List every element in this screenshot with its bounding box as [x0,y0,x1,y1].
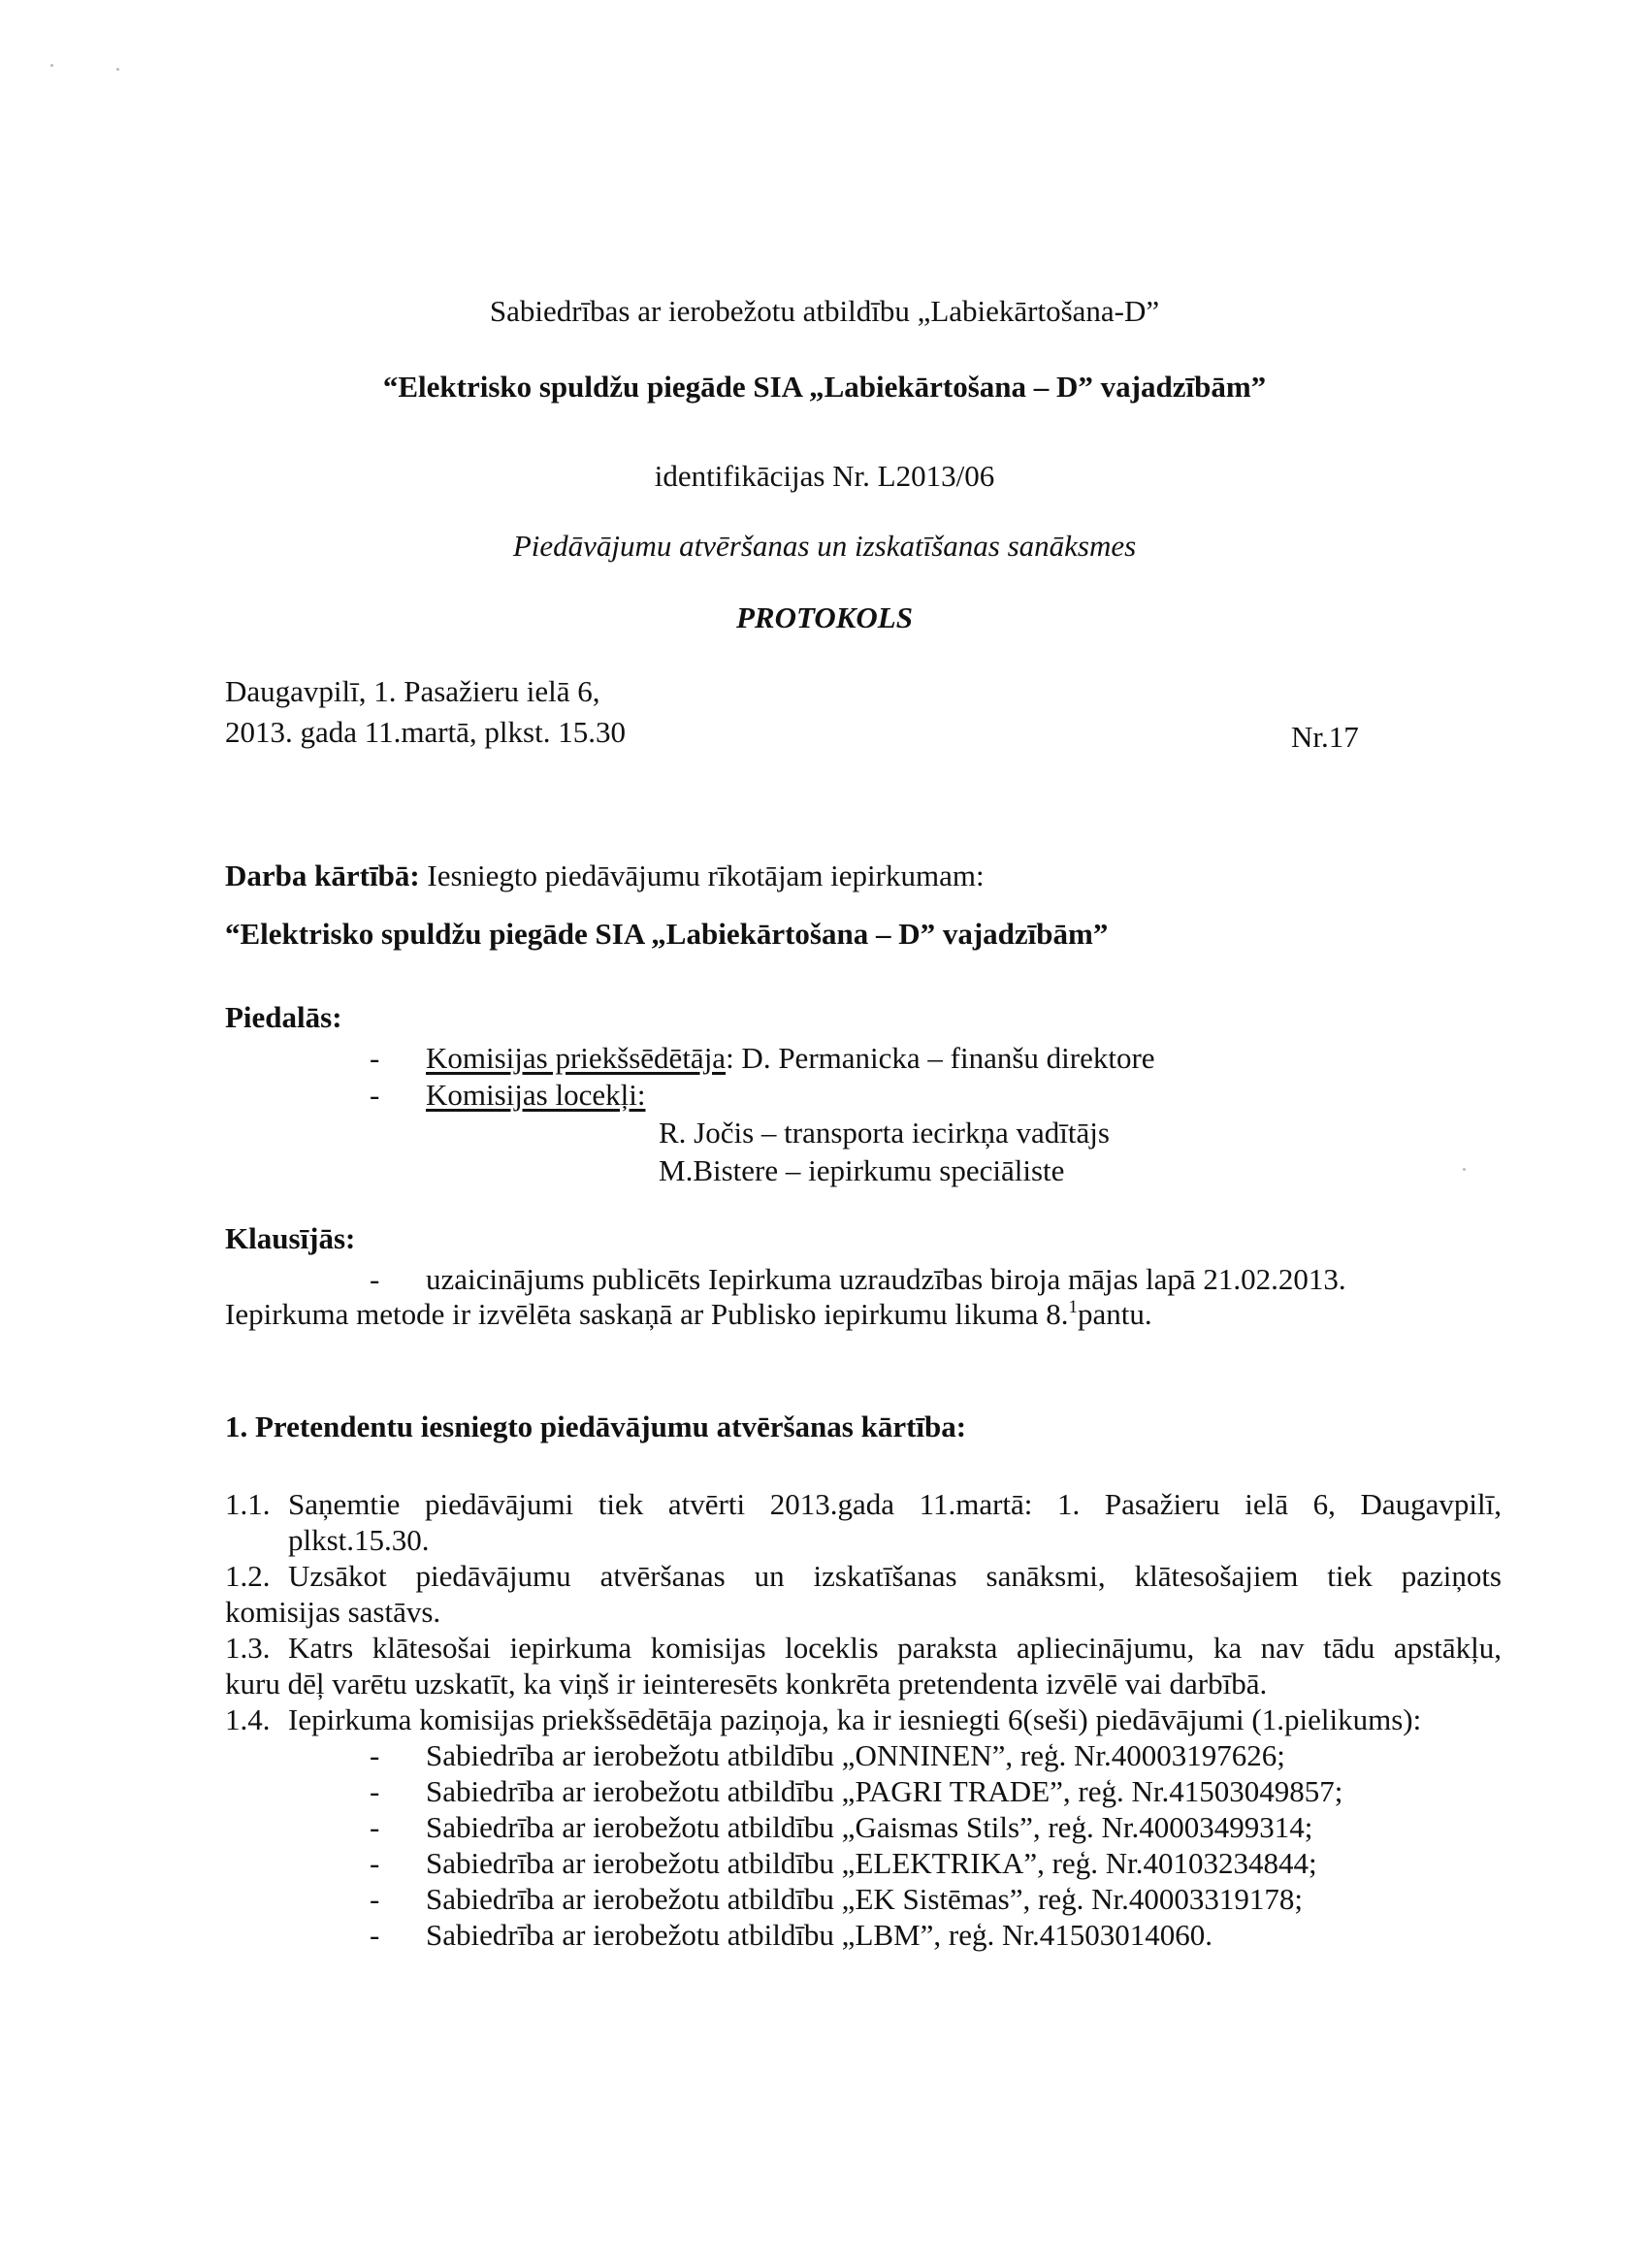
bidder-text: Sabiedrība ar ierobežotu atbildību „ONNINEN”, reģ. Nr.40003197626; [426,1738,1285,1772]
item-text-continued: plkst.15.30. [288,1523,430,1557]
bidder-item [370,1881,1303,1917]
bidder-text: Sabiedrība ar ierobežotu atbildību „ELEKTRIKA”, reģ. Nr.40103234844; [426,1846,1317,1880]
members-line [370,1077,645,1113]
bidder-text: Sabiedrība ar ierobežotu atbildību „EK Sistēmas”, reģ. Nr.40003319178; [426,1882,1303,1916]
chair-line [370,1040,1155,1076]
chair-label: Komisijas priekšsēdētāja [426,1041,727,1075]
bidder-text: Sabiedrība ar ierobežotu atbildību „LBM”, reģ. Nr.41503014060. [426,1918,1212,1952]
bidder-item [370,1773,1342,1809]
list-dash: - [370,1262,380,1296]
agenda-label: Darba kārtībā: [225,859,420,892]
protocol-heading: PROTOKOLS [735,600,913,634]
list-dash: - [370,1774,380,1808]
protocol-number: Nr.17 [1291,720,1359,754]
item-number: 1.4. [225,1702,271,1736]
item-text: Iepirkuma komisijas priekšsēdētāja paziņoja, ka ir iesniegti 6(seši) piedāvājumi (1.pielikums): [288,1702,1422,1736]
bidder-text: Sabiedrība ar ierobežotu atbildību „PAGRI TRADE”, reģ. Nr.41503049857; [426,1774,1343,1808]
agenda-line [225,858,985,893]
bidder-text: Sabiedrība ar ierobežotu atbildību „Gaismas Stils”, reģ. Nr.40003499314; [426,1810,1313,1844]
item-number: 1.2. [225,1559,271,1593]
item-number: 1.1. [225,1487,271,1521]
item-text-continued: kuru dēļ varētu uzskatīt, ka viņš ir ieinteresēts konkrēta pretendenta izvēlē vai darbībā. [225,1667,1268,1701]
heard-line-1 [370,1261,1346,1297]
item-text: Katrs klātesošai iepirkuma komisijas loceklis paraksta apliecinājumu, ka nav tādu apstākļu, [288,1631,1502,1665]
heard-method-end: pantu. [1077,1297,1152,1331]
list-dash: - [370,1810,380,1844]
agenda-text: Iesniegto piedāvājumu rīkotājam iepirkumam: [419,859,985,892]
list-dash: - [370,1041,380,1075]
item-number: 1.3. [225,1631,271,1665]
bidder-item [370,1737,1285,1773]
item-text: Saņemtie piedāvājumi tiek atvērti 2013.gada 11.martā: 1. Pasažieru ielā 6, Daugavpilī, [288,1487,1502,1521]
identification-number: identifikācijas Nr. L2013/06 [654,459,995,493]
list-dash: - [370,1882,380,1916]
members-label: Komisijas locekļi: [426,1078,646,1112]
meeting-date-time: 2013. gada 11.martā, plkst. 15.30 [225,715,626,749]
list-dash: - [370,1918,380,1952]
participants-label: Piedalās: [225,1000,342,1034]
document-title: “Elektrisko spuldžu piegāde SIA „Labiekārtošana – D” vajadzībām” [382,370,1267,404]
item-text: Uzsākot piedāvājumu atvēršanas un izskatīšanas sanāksmi, klātesošajiem tiek paziņots [288,1559,1502,1593]
bidder-item [370,1809,1312,1845]
heard-label: Klausījās: [225,1221,356,1255]
list-dash: - [370,1846,380,1880]
heard-method-text: Iepirkuma metode ir izvēlēta saskaņā ar Publisko iepirkumu likuma 8. [225,1297,1069,1331]
list-dash: - [370,1078,380,1112]
scan-speck [1463,1168,1466,1171]
chair-name: : D. Permanicka – finanšu direktore [726,1041,1155,1075]
heard-line-2 [225,1296,1152,1332]
meeting-title: Piedāvājumu atvēršanas un izskatīšanas sanāksmes [512,529,1137,563]
agenda-procurement-title: “Elektrisko spuldžu piegāde SIA „Labiekārtošana – D” vajadzībām” [225,917,1109,951]
section-1-heading: 1. Pretendentu iesniegto piedāvājumu atvēršanas kārtība: [225,1409,967,1443]
member-item: R. Jočis – transporta iecirkņa vadītājs [659,1116,1110,1150]
company-name: Sabiedrības ar ierobežotu atbildību „Labiekārtošana-D” [489,294,1160,328]
list-dash: - [370,1738,380,1772]
meeting-address: Daugavpilī, 1. Pasažieru ielā 6, [225,674,600,708]
scan-speck [116,68,119,71]
item-text-continued: komisijas sastāvs. [225,1595,441,1629]
heard-superscript: 1 [1068,1297,1078,1317]
bidder-item [370,1917,1212,1953]
bidder-item [370,1845,1317,1881]
member-item: M.Bistere – iepirkumu speciāliste [659,1153,1065,1187]
scan-speck [50,64,53,67]
heard-text: uzaicinājums publicēts Iepirkuma uzraudzības biroja mājas lapā 21.02.2013. [426,1262,1346,1296]
